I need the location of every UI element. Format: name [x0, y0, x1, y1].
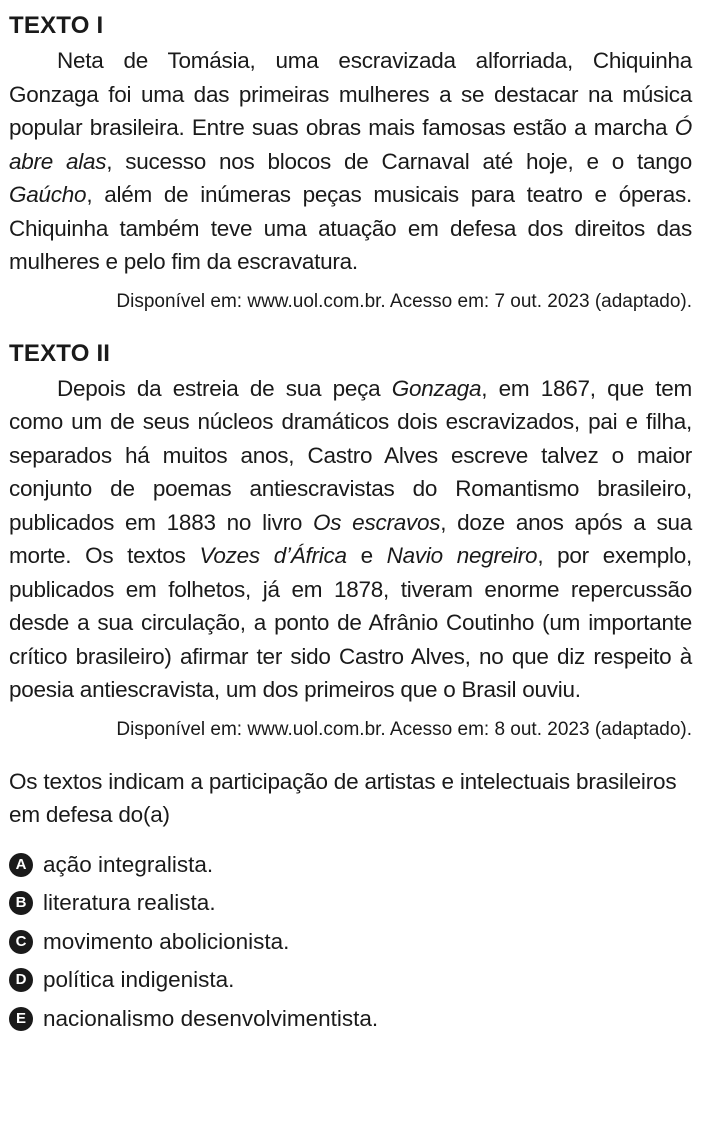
option-d[interactable] [9, 961, 692, 1000]
option-e-text: nacionalismo desenvolvimentista. [43, 1005, 379, 1031]
answer-options [9, 846, 692, 1039]
texto-2-title-navio-negreiro: Navio negreiro [386, 543, 538, 568]
option-a[interactable] [9, 846, 692, 885]
option-c-text: movimento abolicionista. [43, 928, 290, 954]
option-c-letter-badge: C [9, 930, 33, 954]
texto-1-title-gaucho: Gaúcho [9, 182, 87, 207]
texto-1-text-part: , sucesso nos blocos de Carnaval até hoje, e o tango [106, 148, 693, 174]
texto-2-text-part: , em 1867, que tem como um de seus núcleos dramáticos dois escravizados, pai e filha, separados há muitos anos, Castro Alves escreve talvez o maior conjunto de poemas antiescravistas do Romantismo brasileiro, publicados em 1883 no livro [9, 375, 692, 535]
texto-2-source: Disponível em: www.uol.com.br. Acesso em: 8 out. 2023 (adaptado). [116, 718, 692, 740]
texto-1-title-o-abre-alas: Ó abre alas [9, 115, 692, 174]
texto-1-paragraph [9, 44, 692, 279]
texto-1-source: Disponível em: www.uol.com.br. Acesso em: 7 out. 2023 (adaptado). [116, 290, 692, 312]
texto-1-text-part: , além de inúmeras peças musicais para teatro e óperas. Chiquinha também teve uma atuação em defesa dos direitos das mulheres e pelo fim da escravatura. [9, 182, 692, 274]
texto-1-heading: TEXTO I [9, 12, 104, 39]
texto-2-text-part: Depois da estreia de sua peça [57, 375, 392, 401]
option-d-letter-badge: D [9, 968, 33, 992]
exam-page [9, 10, 692, 1038]
option-b-text: literatura realista. [43, 890, 216, 915]
texto-2-paragraph [9, 372, 692, 707]
texto-2-title-os-escravos: Os escravos [313, 509, 441, 535]
texto-2-text-part: , doze anos após a sua morte. Os textos [9, 509, 692, 568]
texto-2-title-vozes-dafrica: Vozes d’África [199, 543, 347, 568]
texto-2-title-gonzaga: Gonzaga [391, 375, 482, 401]
option-d-text: política indigenista. [43, 967, 235, 992]
texto-1-text-part: Neta de Tomásia, uma escravizada alforriada, Chiquinha Gonzaga foi uma das primeiras mulheres a se destacar na música popular brasileira. Entre suas obras mais famosas estão a marcha [9, 48, 692, 140]
texto-2-text-part: , por exemplo, publicados em folhetos, já em 1878, tiveram enorme repercussão desde a sua circulação, a ponto de Afrânio Coutinho (um importante crítico brasileiro) afirmar ter sido Castro Alves, no que diz respeito à poesia antiescravista, um dos primeiros que o Brasil ouviu. [9, 543, 692, 702]
option-b[interactable] [9, 884, 692, 923]
option-e[interactable] [9, 1000, 692, 1039]
texto-2-text-part: e [346, 543, 387, 568]
option-a-text: ação integralista. [43, 851, 214, 877]
option-e-letter-badge: E [9, 1007, 33, 1031]
option-c[interactable] [9, 923, 692, 962]
texto-2-heading: TEXTO II [9, 339, 111, 367]
question-stem: Os textos indicam a participação de artistas e intelectuais brasileiros em defesa do(a) [9, 768, 677, 827]
option-a-letter-badge: A [9, 853, 33, 877]
option-b-letter-badge: B [9, 891, 33, 915]
